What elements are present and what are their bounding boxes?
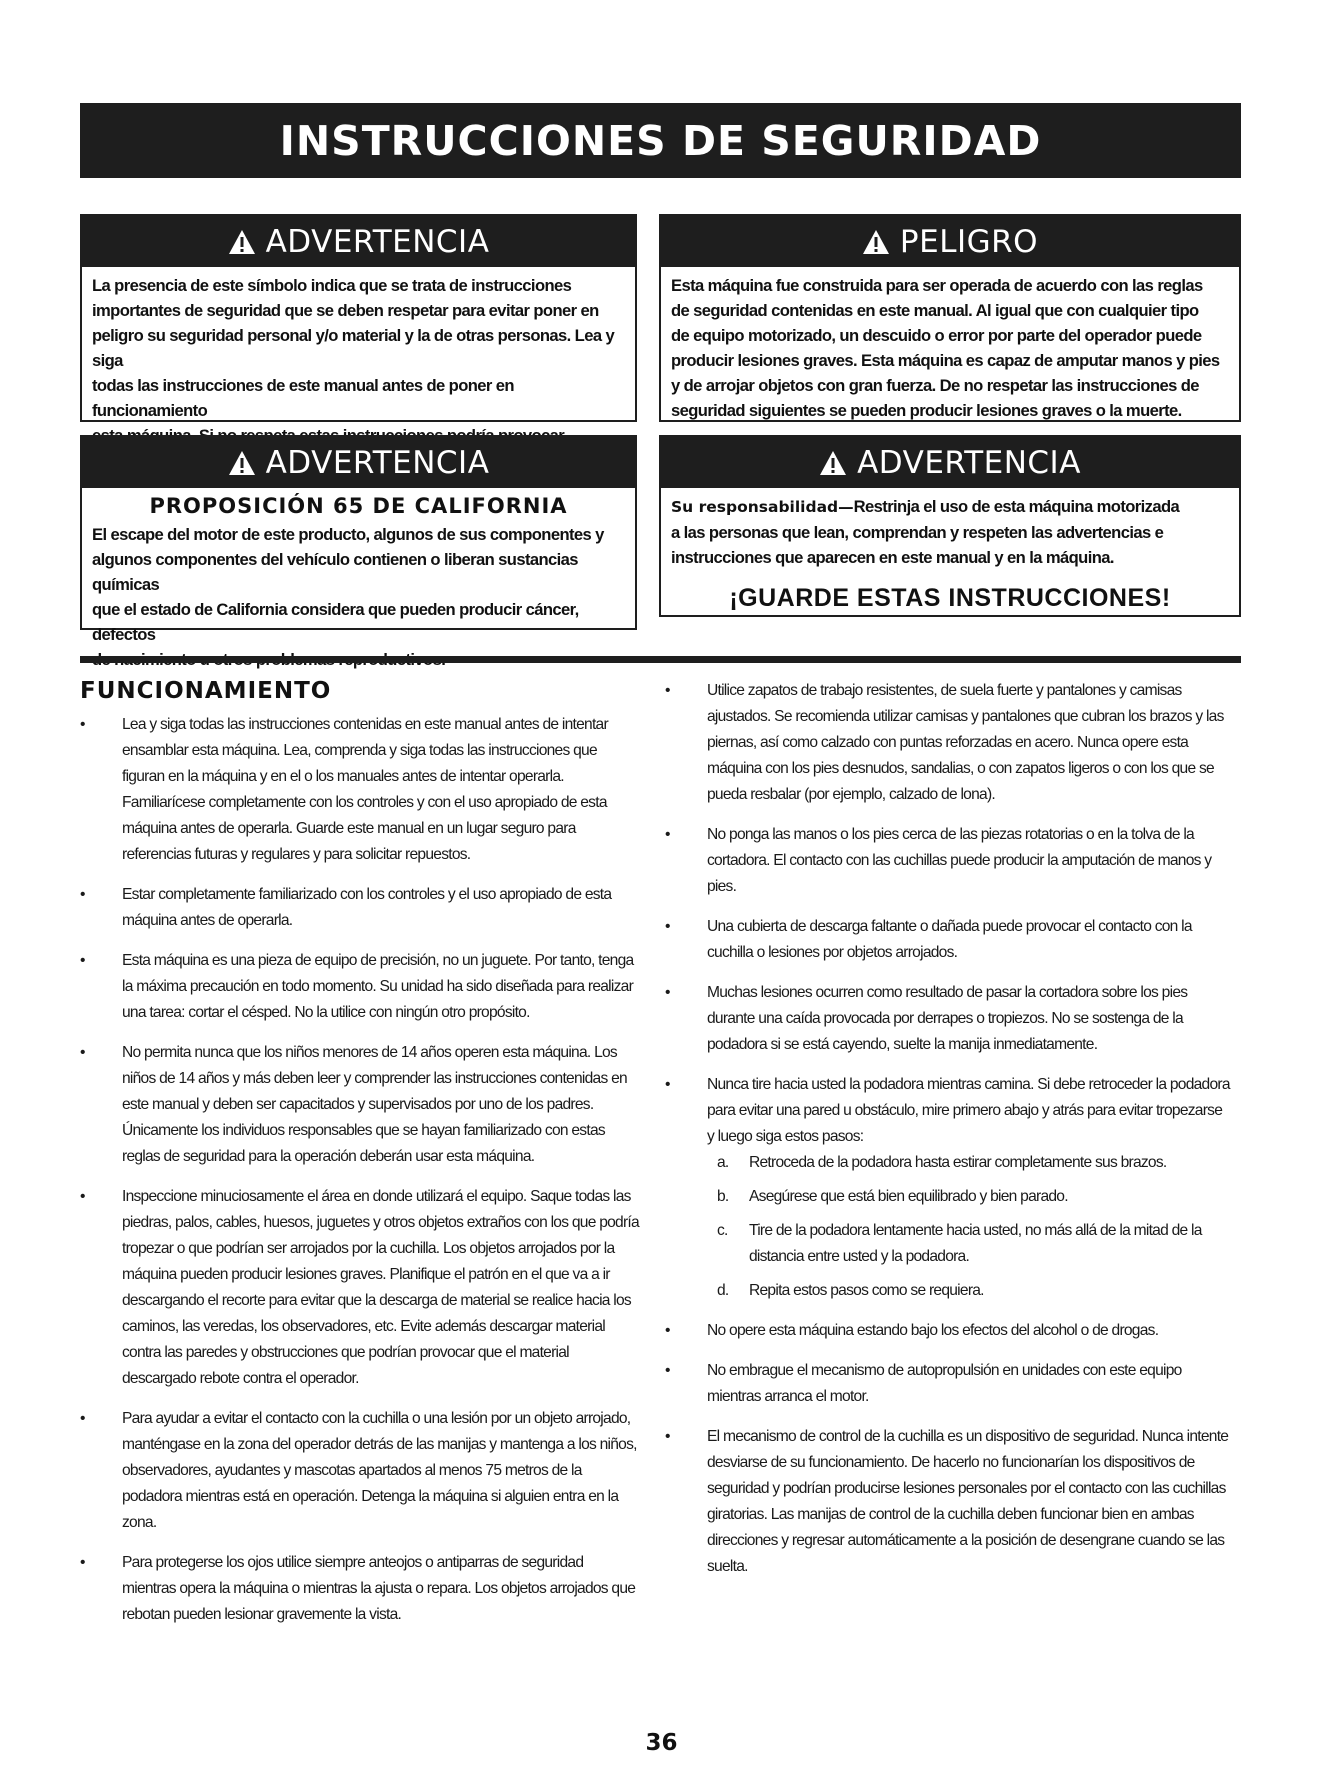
text-line: todas las instrucciones de este manual antes de poner en funcionamiento (92, 376, 514, 420)
responsibility-warning-box (659, 435, 1241, 617)
save-instructions-callout: ¡GUARDE ESTAS INSTRUCCIONES! (729, 584, 1171, 612)
bullet-icon: • (665, 1428, 670, 1445)
item-text: Una cubierta de descarga faltante o dañada puede provocar el contacto con la cuchilla o lesiones por objetos arrojados. (707, 918, 1192, 961)
step-text: Tire de la podadora lentamente hacia usted, no más allá de la mitad de la distancia entre usted y la podadora. (749, 1222, 1202, 1265)
bullet-icon: • (80, 1188, 85, 1205)
list-item (665, 1318, 1231, 1344)
bullet-icon: • (665, 918, 670, 935)
item-text: No embrague el mecanismo de autopropulsión en unidades con este equipo mientras arranca el motor. (707, 1362, 1182, 1405)
text-line: de equipo motorizado, un descuido o error por parte del operador puede (671, 326, 1202, 345)
text-line: importantes de seguridad que se deben respetar para evitar poner en (92, 301, 599, 320)
text-line: La presencia de este símbolo indica que se trata de instrucciones (92, 276, 572, 295)
prop65-text (82, 522, 635, 672)
step-letter: b. (717, 1188, 729, 1205)
step-text: Asegúrese que está bien equilibrado y bien parado. (749, 1188, 1068, 1205)
item-text: Para protegerse los ojos utilice siempre anteojos o antiparras de seguridad mientras opera la máquina o mientras la ajusta o repara. Los objetos arrojados que rebotan pueden lesionar gravemente la vista. (122, 1554, 636, 1623)
danger-heading: PELIGRO (899, 223, 1039, 260)
step-item (707, 1184, 1231, 1210)
item-text: No permita nunca que los niños menores de 14 años operen esta máquina. Los niños de 14 años y más deben leer y comprender las instrucciones contenidas en este manual y deben ser capacitados y supervisados por uno de los padres. Únicamente los individuos responsables que se hayan familiarizado con estas reglas de seguridad para la operación deberán usar esta máquina. (122, 1044, 627, 1165)
list-item (80, 1040, 640, 1170)
danger-box (659, 214, 1241, 422)
step-letter: a. (717, 1154, 729, 1171)
warning-heading: ADVERTENCIA (265, 444, 490, 481)
bullet-icon: • (665, 1362, 670, 1379)
item-text: Inspeccione minuciosamente el área en donde utilizará el equipo. Saque todas las piedras, palos, cables, huesos, juguetes y otros objetos extraños con los que podría tropezar o que podrían ser arrojados por la cuchilla. Los objetos arrojados por la máquina pueden producir lesiones graves. Planifique el patrón en el que va a ir descargando el recorte para evitar que la descarga de material se realice hacia los caminos, las veredas, los observadores, etc. Evite además descargar material contra las paredes y obstrucciones que podrían provocar que el material descargado rebote contra el operador. (122, 1188, 639, 1387)
item-text: Muchas lesiones ocurren como resultado de pasar la cortadora sobre los pies durante una caída provocada por derrapes o tropiezos. No se sostenga de la podadora si se está cayendo, suelte la manija inmediatamente. (707, 984, 1188, 1053)
text-line: peligro su seguridad personal y/o material y la de otras personas. Lea y siga (92, 326, 615, 370)
warning-triangle-icon (819, 450, 847, 476)
warning-header (82, 216, 635, 267)
warning-box-symbol (80, 214, 637, 422)
step-text: Retroceda de la podadora hasta estirar completamente sus brazos. (749, 1154, 1167, 1171)
header-banner (80, 103, 1241, 178)
bullet-icon: • (665, 826, 670, 843)
bullet-icon: • (80, 886, 85, 903)
danger-text (661, 267, 1239, 423)
list-item (80, 1406, 640, 1536)
text-line: que el estado de California considera que pueden producir cáncer, defectos (92, 600, 579, 644)
list-item (665, 1424, 1231, 1580)
step-item (707, 1218, 1231, 1270)
step-item (707, 1278, 1231, 1304)
text-line: Esta máquina fue construida para ser operada de acuerdo con las reglas (671, 276, 1203, 295)
text-fragment: Restrinja el uso de esta máquina motorizada (853, 497, 1180, 516)
text-line: seguridad siguientes se pueden producir lesiones graves o la muerte. (671, 401, 1182, 420)
warning-triangle-icon (862, 229, 890, 255)
step-item (707, 1150, 1231, 1176)
list-item (80, 1184, 640, 1392)
bullet-list (665, 678, 1231, 1580)
prop65-subtitle: PROPOSICIÓN 65 DE CALIFORNIA (149, 494, 568, 518)
prop65-warning-box (80, 435, 637, 644)
item-text: Utilice zapatos de trabajo resistentes, de suela fuerte y pantalones y camisas ajustados. Se recomienda utilizar camisas y pantalones que cubran los brazos y las piernas, así como calzado con puntas reforzadas en acero. Nunca opere esta máquina con los pies desnudos, sandalias, o con zapatos ligeros o con los que se pueda resbalar (por ejemplo, calzado de lona). (707, 682, 1224, 803)
bullet-list (80, 712, 640, 1628)
text-line: y de arrojar objetos con gran fuerza. De no respetar las instrucciones de (671, 376, 1199, 395)
warning-heading: ADVERTENCIA (857, 444, 1081, 481)
text-line: instrucciones que aparecen en este manual y en la máquina. (671, 548, 1114, 567)
list-item (665, 1358, 1231, 1410)
bullet-icon: • (80, 952, 85, 969)
warning-heading: ADVERTENCIA (265, 223, 490, 260)
list-item (665, 1072, 1231, 1304)
item-text: Lea y siga todas las instrucciones contenidas en este manual antes de intentar ensamblar esta máquina. Lea, comprenda y siga todas las instrucciones que figuran en la máquina y en el o los manuales antes de intentar operarla. Familiarícese completamente con los controles y con el uso apropiado de esta máquina antes de operarla. Guarde este manual en un lugar seguro para referencias futuras y regulares y para solicitar repuestos. (122, 716, 608, 863)
list-item (80, 1550, 640, 1628)
step-list (707, 1150, 1231, 1304)
right-column (665, 678, 1231, 1594)
list-item (80, 882, 640, 934)
warning-triangle-icon (228, 229, 256, 255)
list-item (665, 980, 1231, 1058)
bullet-icon: • (80, 1044, 85, 1061)
item-text: El mecanismo de control de la cuchilla es un dispositivo de seguridad. Nunca intente desviarse de su funcionamiento. De hacerlo no funcionarían los dispositivos de seguridad y podrían producirse lesiones personales por el contacto con las cuchillas giratorias. Las manijas de control de la cuchilla deben funcionar bien en ambas direcciones y regresar automáticamente a la posición de desengrane cuando se las suelta. (707, 1428, 1229, 1575)
danger-header (661, 216, 1239, 267)
text-line: producir lesiones graves. Esta máquina es capaz de amputar manos y pies (671, 351, 1220, 370)
section-divider (80, 656, 1241, 663)
warning-header (661, 437, 1239, 488)
list-item (80, 948, 640, 1026)
step-letter: c. (717, 1222, 728, 1239)
item-text: Esta máquina es una pieza de equipo de precisión, no un juguete. Por tanto, tenga la máxima precaución en todo momento. Su unidad ha sido diseñada para realizar una tarea: cortar el césped. No la utilice con ningún otro propósito. (122, 952, 634, 1021)
page-title: INSTRUCCIONES DE SEGURIDAD (279, 116, 1042, 165)
list-item (665, 822, 1231, 900)
text-line: El escape del motor de este producto, algunos de sus componentes y (92, 525, 604, 544)
text-line: de seguridad contenidas en este manual. Al igual que con cualquier tipo (671, 301, 1199, 320)
bullet-icon: • (80, 1410, 85, 1427)
warning-header (82, 437, 635, 488)
bullet-icon: • (665, 984, 670, 1001)
warning-triangle-icon (228, 450, 256, 476)
left-column (80, 712, 640, 1642)
responsibility-text (661, 488, 1239, 570)
text-line: a las personas que lean, comprendan y respeten las advertencias e (671, 523, 1164, 542)
list-item (665, 914, 1231, 966)
text-line (671, 494, 1229, 520)
step-text: Repita estos pasos como se requiera. (749, 1282, 984, 1299)
item-text: Nunca tire hacia usted la podadora mientras camina. Si debe retroceder la podadora para evitar una pared u obstáculo, mire primero abajo y atrás para evitar tropezarse y luego siga estos pasos: (707, 1076, 1230, 1145)
step-letter: d. (717, 1282, 729, 1299)
section-title: FUNCIONAMIENTO (80, 678, 332, 704)
item-text: Estar completamente familiarizado con los controles y el uso apropiado de esta máquina antes de operarla. (122, 886, 612, 929)
item-text: No opere esta máquina estando bajo los efectos del alcohol o de drogas. (707, 1322, 1159, 1339)
item-text: No ponga las manos o los pies cerca de las piezas rotatorias o en la tolva de la cortadora. El contacto con las cuchillas puede producir la amputación de manos y pies. (707, 826, 1212, 895)
list-item (665, 678, 1231, 808)
bullet-icon: • (80, 1554, 85, 1571)
item-text: Para ayudar a evitar el contacto con la cuchilla o una lesión por un objeto arrojado, manténgase en la zona del operador detrás de las manijas y mantenga a los niños, observadores, ayudantes y mascotas apartados al menos 75 metros de la podadora mientras está en operación. Detenga la máquina si alguien entra en la zona. (122, 1410, 637, 1531)
responsibility-lead: Su responsabilidad— (671, 498, 854, 516)
bullet-icon: • (665, 1076, 670, 1093)
bullet-icon: • (80, 716, 85, 733)
bullet-icon: • (665, 682, 670, 699)
list-item (80, 712, 640, 868)
page-number: 36 (645, 1730, 678, 1756)
bullet-icon: • (665, 1322, 670, 1339)
text-line: algunos componentes del vehículo contienen o liberan sustancias químicas (92, 550, 578, 594)
